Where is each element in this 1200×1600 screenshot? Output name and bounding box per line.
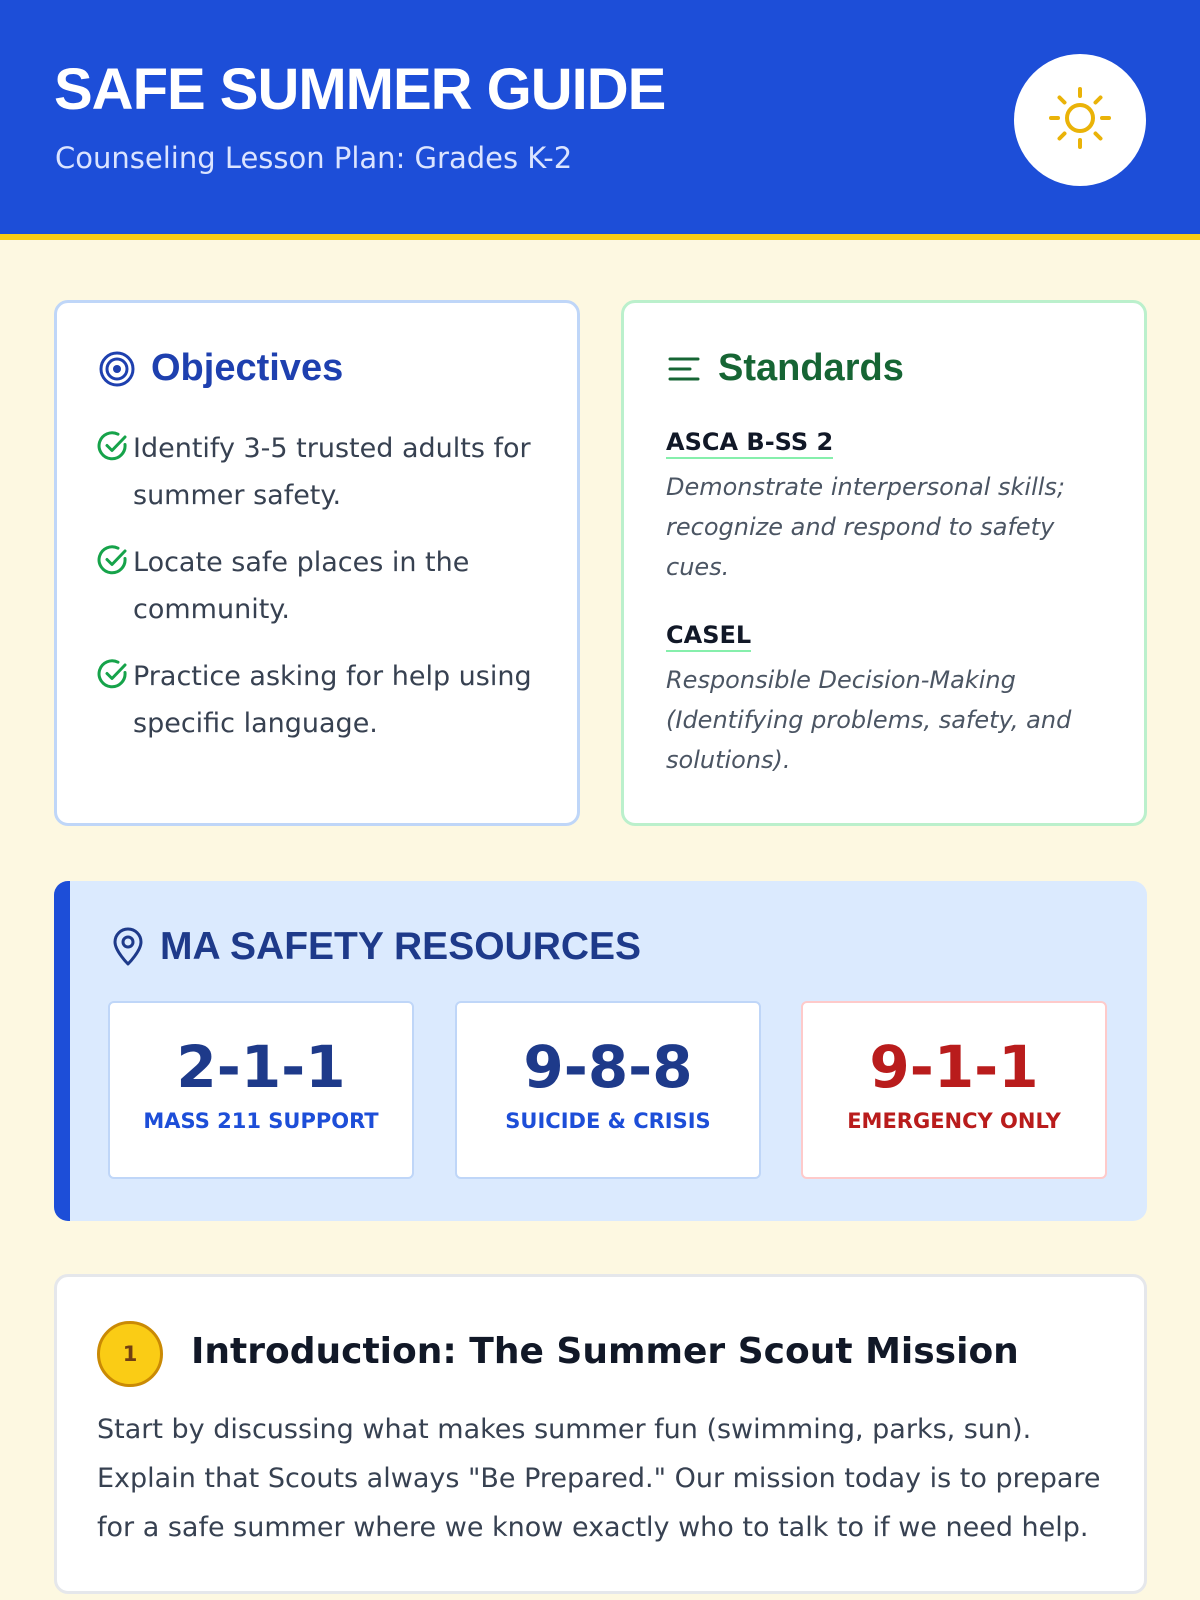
- step-number-badge: 1: [97, 1321, 163, 1387]
- page-subtitle: Counseling Lesson Plan: Grades K-2: [55, 141, 573, 175]
- target-icon: [97, 349, 137, 389]
- objective-item: [97, 425, 557, 519]
- standard-item: [666, 621, 1116, 780]
- objectives-title: Objectives: [151, 347, 344, 389]
- resource-211: [108, 1001, 414, 1179]
- objective-item: [97, 653, 557, 747]
- objectives-card: [54, 300, 580, 826]
- resource-number: 9-8-8: [523, 1033, 693, 1101]
- resources-heading: [108, 925, 641, 969]
- objective-text: Practice asking for help using specific language.: [133, 661, 532, 739]
- safety-resources-panel: [54, 881, 1147, 1221]
- standard-item: [666, 428, 1116, 587]
- introduction-text: Start by discussing what makes summer fun (swimming, parks, sun). Explain that Scouts always "Be Prepared." Our mission today is to prepare for a safe summer where we know exactly who to talk to if we need help.: [97, 1414, 1101, 1543]
- resource-988: [455, 1001, 761, 1179]
- standards-heading: [664, 347, 904, 390]
- check-circle-icon: [97, 430, 133, 466]
- objective-text: Identify 3-5 trusted adults for summer safety.: [133, 433, 531, 511]
- standards-title: Standards: [718, 347, 904, 389]
- sun-icon: [1042, 80, 1118, 160]
- resource-911: [801, 1001, 1107, 1179]
- objectives-heading: [97, 347, 343, 390]
- check-circle-icon: [97, 544, 133, 580]
- standard-description: Responsible Decision-Making (Identifying problems, safety, and solutions).: [666, 666, 1072, 774]
- resource-label: SUICIDE & CRISIS: [505, 1109, 711, 1133]
- standard-name: ASCA B-SS 2: [666, 428, 833, 459]
- objectives-list: [97, 425, 557, 767]
- standard-name: CASEL: [666, 621, 751, 652]
- sun-badge: [1014, 54, 1146, 186]
- resource-label: EMERGENCY ONLY: [847, 1109, 1061, 1133]
- introduction-card: [54, 1274, 1147, 1594]
- panel-accent-bar: [54, 881, 70, 1221]
- standards-card: [621, 300, 1147, 826]
- map-pin-icon: [108, 925, 148, 969]
- resource-number: 2-1-1: [176, 1033, 346, 1101]
- resource-number: 9-1-1: [869, 1033, 1039, 1101]
- introduction-title: Introduction: The Summer Scout Mission: [191, 1331, 1019, 1372]
- list-icon: [664, 349, 704, 389]
- objective-text: Locate safe places in the community.: [133, 547, 470, 625]
- check-circle-icon: [97, 658, 133, 694]
- page-title: SAFE SUMMER GUIDE: [54, 57, 666, 122]
- resources-title: MA SAFETY RESOURCES: [160, 925, 642, 968]
- objective-item: [97, 539, 557, 633]
- standard-description: Demonstrate interpersonal skills; recognize and respond to safety cues.: [666, 473, 1065, 581]
- resource-label: MASS 211 SUPPORT: [143, 1109, 379, 1133]
- page-header: [0, 0, 1200, 240]
